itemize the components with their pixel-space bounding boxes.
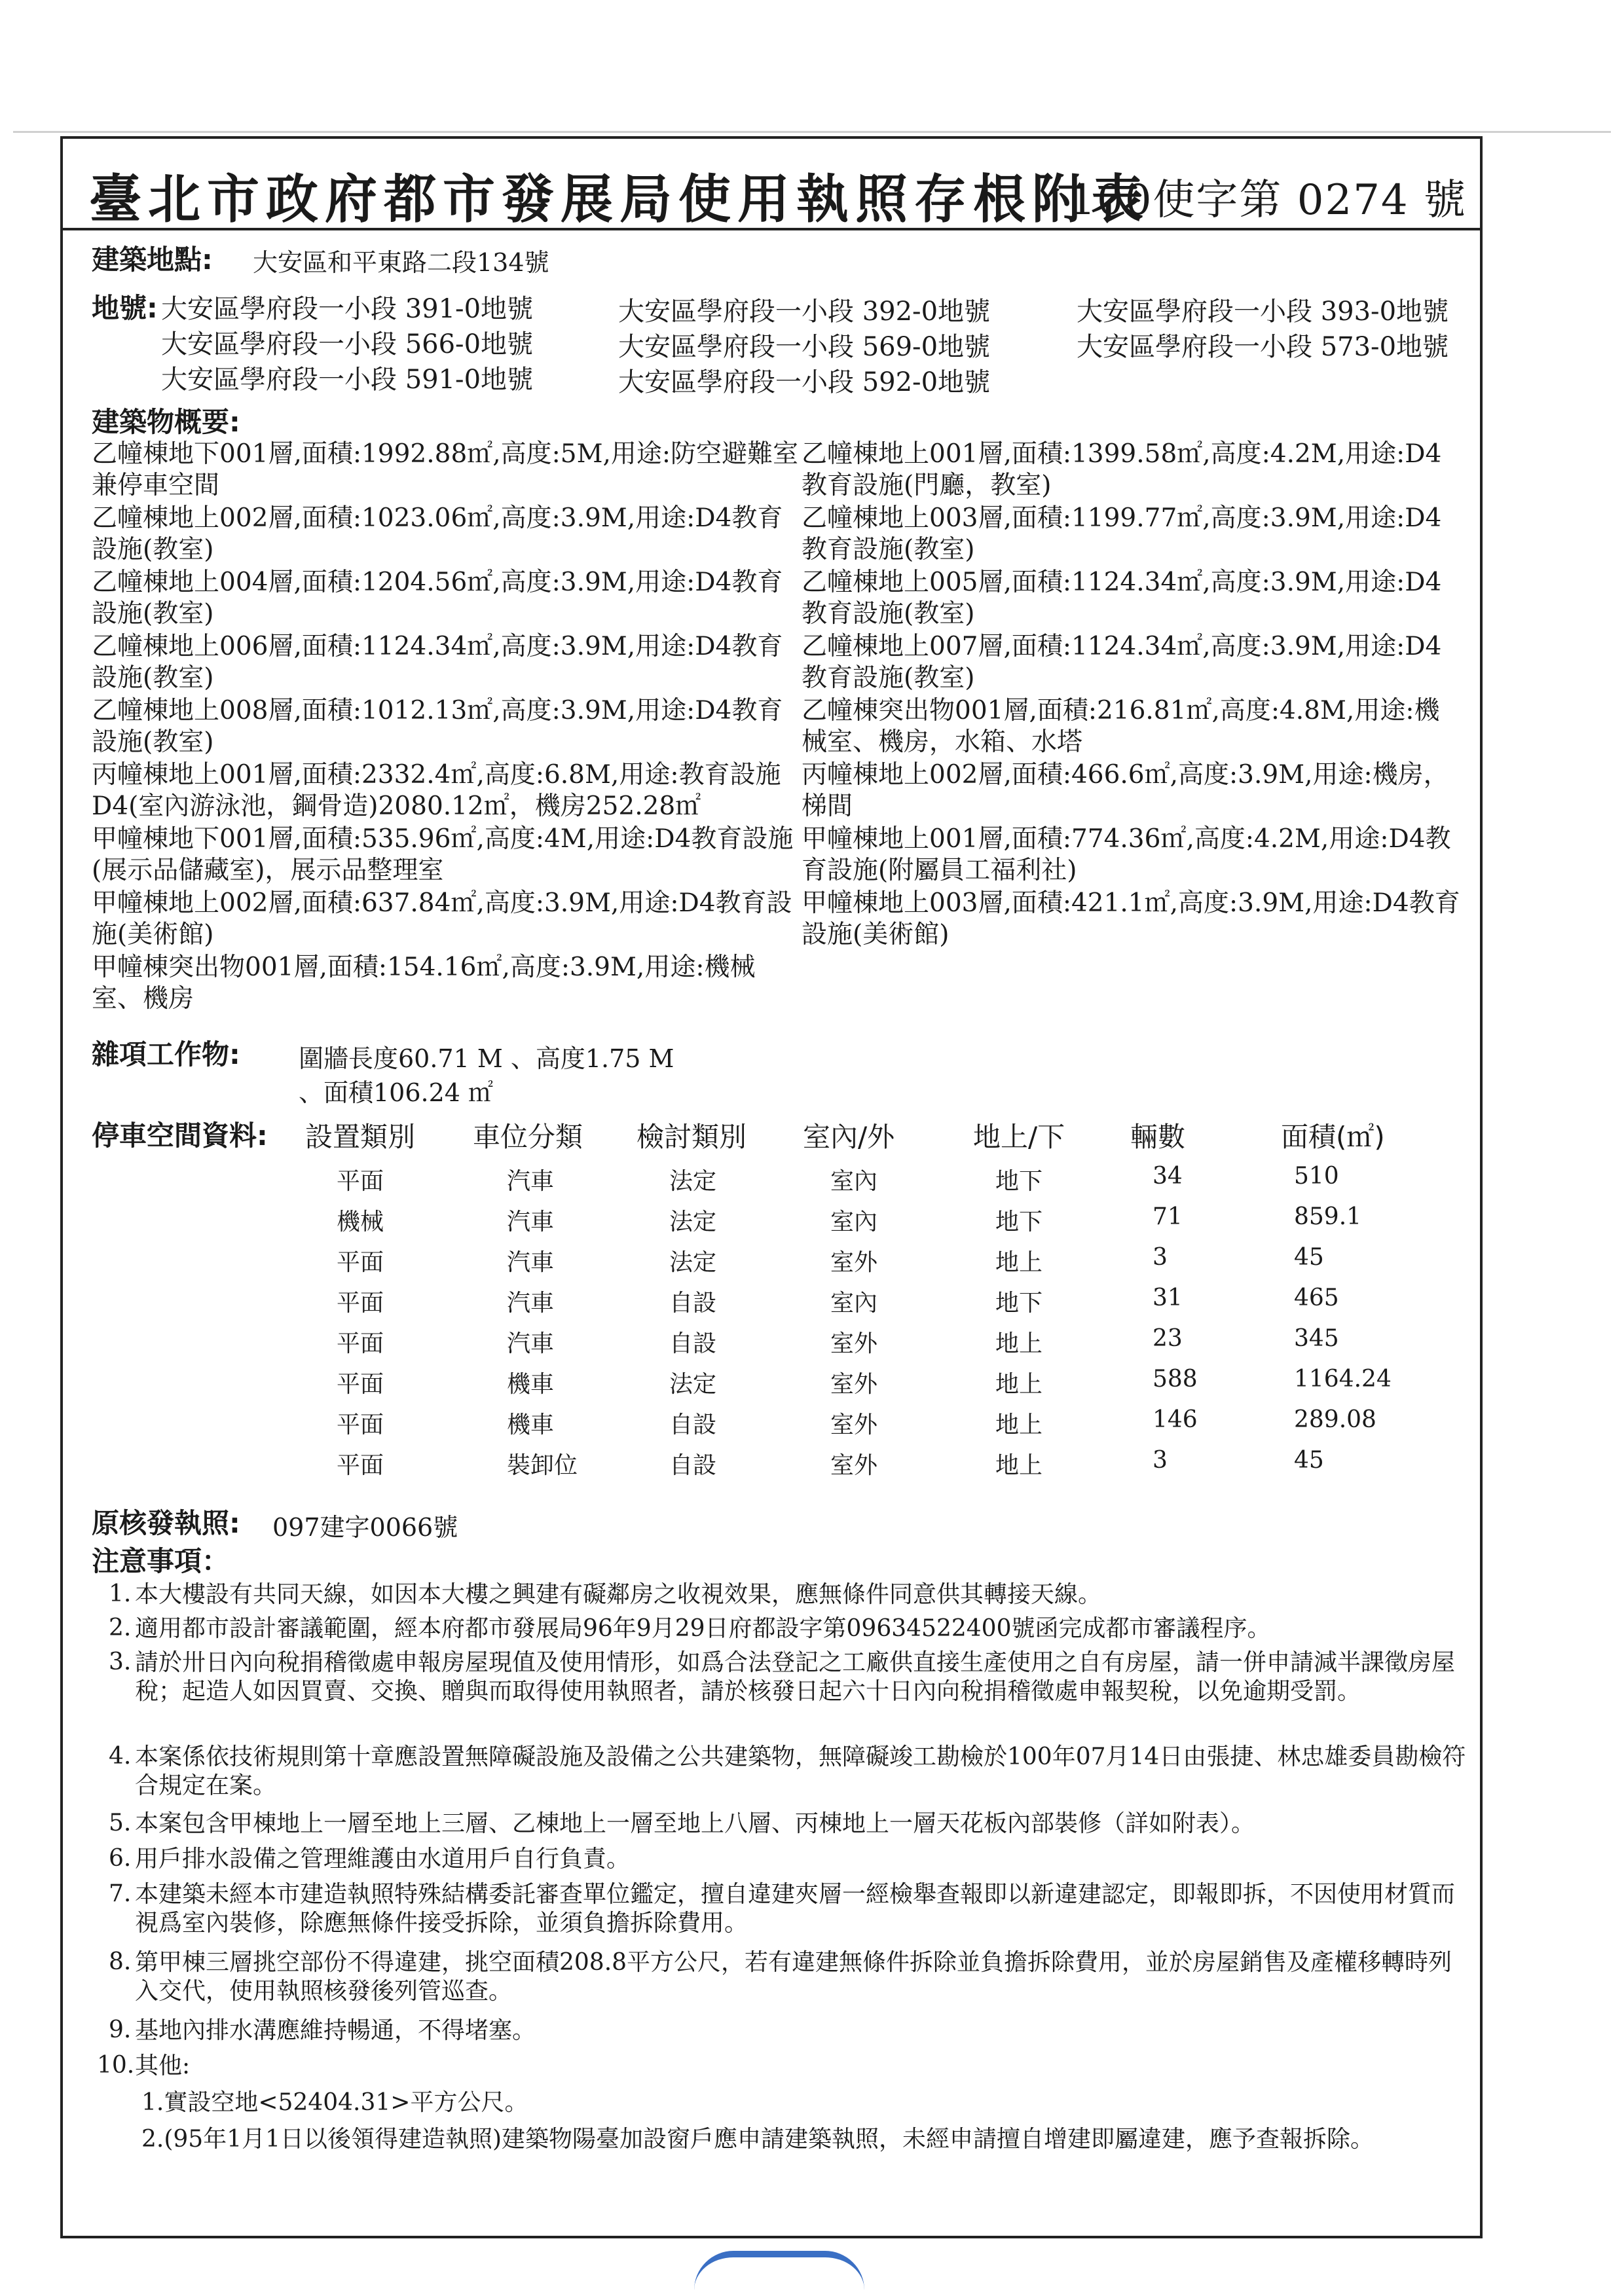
building-floor-item: 乙幢棟地上005層,面積:1124.34㎡,高度:3.9M,用途:D4教育設施(教室) xyxy=(802,568,1442,629)
parking-cell: 法定 xyxy=(669,1371,717,1398)
building-floor-item: 甲幢棟突出物001層,面積:154.16㎡,高度:3.9M,用途:機械室、機房 xyxy=(92,953,756,1013)
note-item: 本案係依技術規則第十章應設置無障礙設施及設備之公共建築物，無障礙竣工勘檢於100年07月14日由張捷、林忠雄委員勘檢符合規定在案。 xyxy=(135,1743,1466,1799)
building-floor-item: 甲幢棟地上003層,面積:421.1㎡,高度:3.9M,用途:D4教育設施(美術館) xyxy=(802,888,1460,949)
parking-cell: 地下 xyxy=(995,1168,1043,1195)
note-other-item: 1.實設空地<52404.31>平方公尺。 xyxy=(141,2089,528,2116)
parking-cell: 室外 xyxy=(830,1249,878,1276)
parking-cell: 平面 xyxy=(337,1290,384,1317)
parking-cell: 1164.24 xyxy=(1294,1366,1392,1393)
parking-cell: 汽車 xyxy=(507,1168,555,1195)
misc-works-label: 雜項工作物: xyxy=(92,1038,240,1070)
parking-cell: 地上 xyxy=(995,1371,1043,1398)
note-item: 本大樓設有共同天線，如因本大樓之興建有礙鄰房之收視效果，應無條件同意供其轉接天線。 xyxy=(135,1581,1102,1608)
parking-label: 停車空間資料: xyxy=(92,1120,268,1152)
original-permit-value: 097建字0066號 xyxy=(272,1513,458,1542)
building-floor-item: 丙幢棟地上001層,面積:2332.4㎡,高度:6.8M,用途:教育設施D4(室內游泳池，鋼骨造)2080.12㎡，機房252.28㎡ xyxy=(92,760,781,821)
parking-header: 檢討類別 xyxy=(637,1121,747,1153)
parking-cell: 146 xyxy=(1153,1406,1198,1433)
parking-cell: 平面 xyxy=(337,1330,384,1357)
parking-cell: 地上 xyxy=(995,1330,1043,1357)
note-number: 7. xyxy=(109,1880,132,1907)
building-floor-item: 丙幢棟地上002層,面積:466.6㎡,高度:3.9M,用途:機房，梯間 xyxy=(802,760,1449,821)
parking-cell: 室內 xyxy=(830,1290,878,1317)
lot-item: 大安區學府段一小段 391-0地號 xyxy=(161,294,534,324)
note-number: 5. xyxy=(109,1810,132,1836)
parking-cell: 機車 xyxy=(507,1412,555,1438)
building-floor-item: 甲幢棟地上002層,面積:637.84㎡,高度:3.9M,用途:D4教育設施(美術館) xyxy=(92,888,792,949)
note-number: 1. xyxy=(109,1580,132,1607)
parking-cell: 45 xyxy=(1294,1244,1324,1271)
parking-cell: 汽車 xyxy=(507,1249,555,1276)
parking-header: 輛數 xyxy=(1130,1121,1186,1153)
document-frame xyxy=(60,136,1483,2238)
building-floor-item: 乙幢棟地上001層,面積:1399.58㎡,高度:4.2M,用途:D4教育設施(門廳，教室) xyxy=(802,439,1442,500)
parking-header: 室內/外 xyxy=(803,1121,895,1153)
document-title: 臺北市政府都市發展局使用執照存根附表 xyxy=(89,168,1150,230)
building-floor-item: 乙幢棟地上002層,面積:1023.06㎡,高度:3.9M,用途:D4教育設施(教室) xyxy=(92,503,783,564)
note-item: 適用都市設計審議範圍，經本府都市發展局96年9月29日府都設字第09634522400號函完成都市審議程序。 xyxy=(135,1615,1271,1642)
parking-cell: 地上 xyxy=(995,1249,1043,1276)
parking-cell: 859.1 xyxy=(1294,1203,1362,1230)
parking-cell: 室內 xyxy=(830,1168,878,1195)
note-item: 第甲棟三層挑空部份不得違建，挑空面積208.8平方公尺，若有違建無條件拆除並負擔拆除費用，並於房屋銷售及產權移轉時列入交代，使用執照核發後列管巡查。 xyxy=(135,1949,1452,2005)
building-floor-item: 乙幢棟突出物001層,面積:216.81㎡,高度:4.8M,用途:機械室、機房，水箱、水塔 xyxy=(802,696,1440,757)
lot-item: 大安區學府段一小段 591-0地號 xyxy=(161,365,534,395)
note-number: 4. xyxy=(109,1743,132,1770)
note-number: 10. xyxy=(97,2052,135,2079)
parking-cell: 室外 xyxy=(830,1330,878,1357)
lot-item: 大安區學府段一小段 393-0地號 xyxy=(1077,297,1449,327)
note-item: 其他: xyxy=(135,2052,191,2079)
lot-item: 大安區學府段一小段 569-0地號 xyxy=(618,332,991,362)
address-label: 建築地點: xyxy=(92,244,213,276)
note-item: 用戶排水設備之管理維護由水道用戶自行負責。 xyxy=(135,1846,631,1872)
parking-cell: 平面 xyxy=(337,1168,384,1195)
parking-cell: 法定 xyxy=(669,1249,717,1276)
original-permit-label: 原核發執照: xyxy=(92,1507,240,1539)
building-floor-item: 乙幢棟地上003層,面積:1199.77㎡,高度:3.9M,用途:D4教育設施(教室) xyxy=(802,503,1442,564)
parking-cell: 地下 xyxy=(995,1290,1043,1317)
parking-cell: 法定 xyxy=(669,1168,717,1195)
parking-cell: 法定 xyxy=(669,1209,717,1235)
parking-cell: 室外 xyxy=(830,1452,878,1479)
permit-number: 100使字第 0274 號 xyxy=(1069,176,1467,225)
parking-cell: 71 xyxy=(1153,1203,1183,1230)
lots-label: 地號: xyxy=(92,292,158,324)
parking-cell: 自設 xyxy=(669,1452,717,1479)
parking-cell: 3 xyxy=(1153,1244,1168,1271)
parking-header: 面積(㎡) xyxy=(1281,1121,1385,1153)
building-floor-item: 乙幢棟地上006層,面積:1124.34㎡,高度:3.9M,用途:D4教育設施(教室) xyxy=(92,632,783,693)
parking-cell: 機車 xyxy=(507,1371,555,1398)
note-item: 本案包含甲棟地上一層至地上三層、乙棟地上一層至地上八層、丙棟地上一層天花板內部裝修（詳如附表）。 xyxy=(135,1810,1255,1837)
notes-label: 注意事項： xyxy=(92,1545,230,1577)
parking-cell: 汽車 xyxy=(507,1290,555,1317)
lot-item: 大安區學府段一小段 573-0地號 xyxy=(1077,332,1449,362)
parking-header: 地上/下 xyxy=(973,1121,1065,1153)
misc-works-line: 、面積106.24 ㎡ xyxy=(299,1078,494,1107)
building-floor-item: 乙幢棟地上007層,面積:1124.34㎡,高度:3.9M,用途:D4教育設施(教室) xyxy=(802,632,1442,693)
parking-cell: 平面 xyxy=(337,1412,384,1438)
parking-cell: 自設 xyxy=(669,1290,717,1317)
parking-cell: 23 xyxy=(1153,1325,1183,1352)
title-row xyxy=(63,139,1480,230)
address-value: 大安區和平東路二段134號 xyxy=(253,248,549,277)
parking-cell: 289.08 xyxy=(1294,1406,1376,1433)
parking-cell: 平面 xyxy=(337,1371,384,1398)
parking-cell: 自設 xyxy=(669,1330,717,1357)
note-number: 8. xyxy=(109,1948,132,1975)
parking-cell: 345 xyxy=(1294,1325,1339,1352)
parking-cell: 地上 xyxy=(995,1452,1043,1479)
parking-cell: 室外 xyxy=(830,1412,878,1438)
parking-cell: 汽車 xyxy=(507,1330,555,1357)
parking-cell: 自設 xyxy=(669,1412,717,1438)
parking-cell: 3 xyxy=(1153,1447,1168,1474)
note-other-item: 2.(95年1月1日以後領得建造執照)建築物陽臺加設窗戶應申請建築執照，未經申請擅自增建即屬違建，應予查報拆除。 xyxy=(141,2126,1375,2153)
note-number: 6. xyxy=(109,1845,132,1872)
note-item: 請於卅日內向稅捐稽徵處申報房屋現值及使用情形，如爲合法登記之工廠供直接生產使用之自有房屋，請一併申請減半課徵房屋稅；起造人如因買賣、交換、贈與而取得使用執照者，請於核發日起六十日內向稅捐稽徵處申報契稅，以免逾期受罰。 xyxy=(135,1649,1456,1705)
lot-item: 大安區學府段一小段 566-0地號 xyxy=(161,329,534,359)
scan-line xyxy=(13,131,1611,133)
parking-cell: 裝卸位 xyxy=(507,1452,578,1479)
parking-cell: 34 xyxy=(1153,1163,1183,1190)
building-floor-item: 甲幢棟地下001層,面積:535.96㎡,高度:4M,用途:D4教育設施(展示品儲藏室)，展示品整理室 xyxy=(92,824,794,885)
parking-cell: 地下 xyxy=(995,1209,1043,1235)
lot-item: 大安區學府段一小段 392-0地號 xyxy=(618,297,991,327)
parking-cell: 45 xyxy=(1294,1447,1324,1474)
parking-cell: 汽車 xyxy=(507,1209,555,1235)
note-number: 9. xyxy=(109,2016,132,2043)
parking-cell: 465 xyxy=(1294,1285,1339,1311)
parking-cell: 平面 xyxy=(337,1452,384,1479)
parking-header: 車位分類 xyxy=(473,1121,583,1153)
note-number: 2. xyxy=(109,1614,132,1641)
parking-cell: 588 xyxy=(1153,1366,1198,1393)
parking-cell: 室外 xyxy=(830,1371,878,1398)
lot-item: 大安區學府段一小段 592-0地號 xyxy=(618,367,991,397)
building-floor-item: 乙幢棟地上008層,面積:1012.13㎡,高度:3.9M,用途:D4教育設施(教室) xyxy=(92,696,783,757)
building-summary-label: 建築物概要: xyxy=(92,406,240,438)
parking-cell: 平面 xyxy=(337,1249,384,1276)
misc-works-line: 圍牆長度60.71 M 、高度1.75 M xyxy=(299,1044,674,1073)
note-item: 基地內排水溝應維持暢通，不得堵塞。 xyxy=(135,2017,536,2044)
parking-cell: 地上 xyxy=(995,1412,1043,1438)
parking-cell: 31 xyxy=(1153,1285,1183,1311)
parking-cell: 機械 xyxy=(337,1209,384,1235)
parking-cell: 510 xyxy=(1294,1163,1339,1190)
building-floor-item: 甲幢棟地上001層,面積:774.36㎡,高度:4.2M,用途:D4教育設施(附屬員工福利社) xyxy=(802,824,1451,885)
stamp-seal xyxy=(694,2251,864,2290)
note-number: 3. xyxy=(109,1649,132,1675)
building-floor-item: 乙幢棟地上004層,面積:1204.56㎡,高度:3.9M,用途:D4教育設施(教室) xyxy=(92,568,783,629)
parking-cell: 室內 xyxy=(830,1209,878,1235)
building-floor-item: 乙幢棟地下001層,面積:1992.88㎡,高度:5M,用途:防空避難室兼停車空間 xyxy=(92,439,799,500)
parking-header: 設置類別 xyxy=(305,1121,416,1153)
note-item: 本建築未經本市建造執照特殊結構委託審查單位鑑定，擅自違建夾層一經檢舉查報即以新違建認定，即報即拆，不因使用材質而視爲室內裝修，除應無條件接受拆除，並須負擔拆除費用。 xyxy=(135,1881,1456,1937)
